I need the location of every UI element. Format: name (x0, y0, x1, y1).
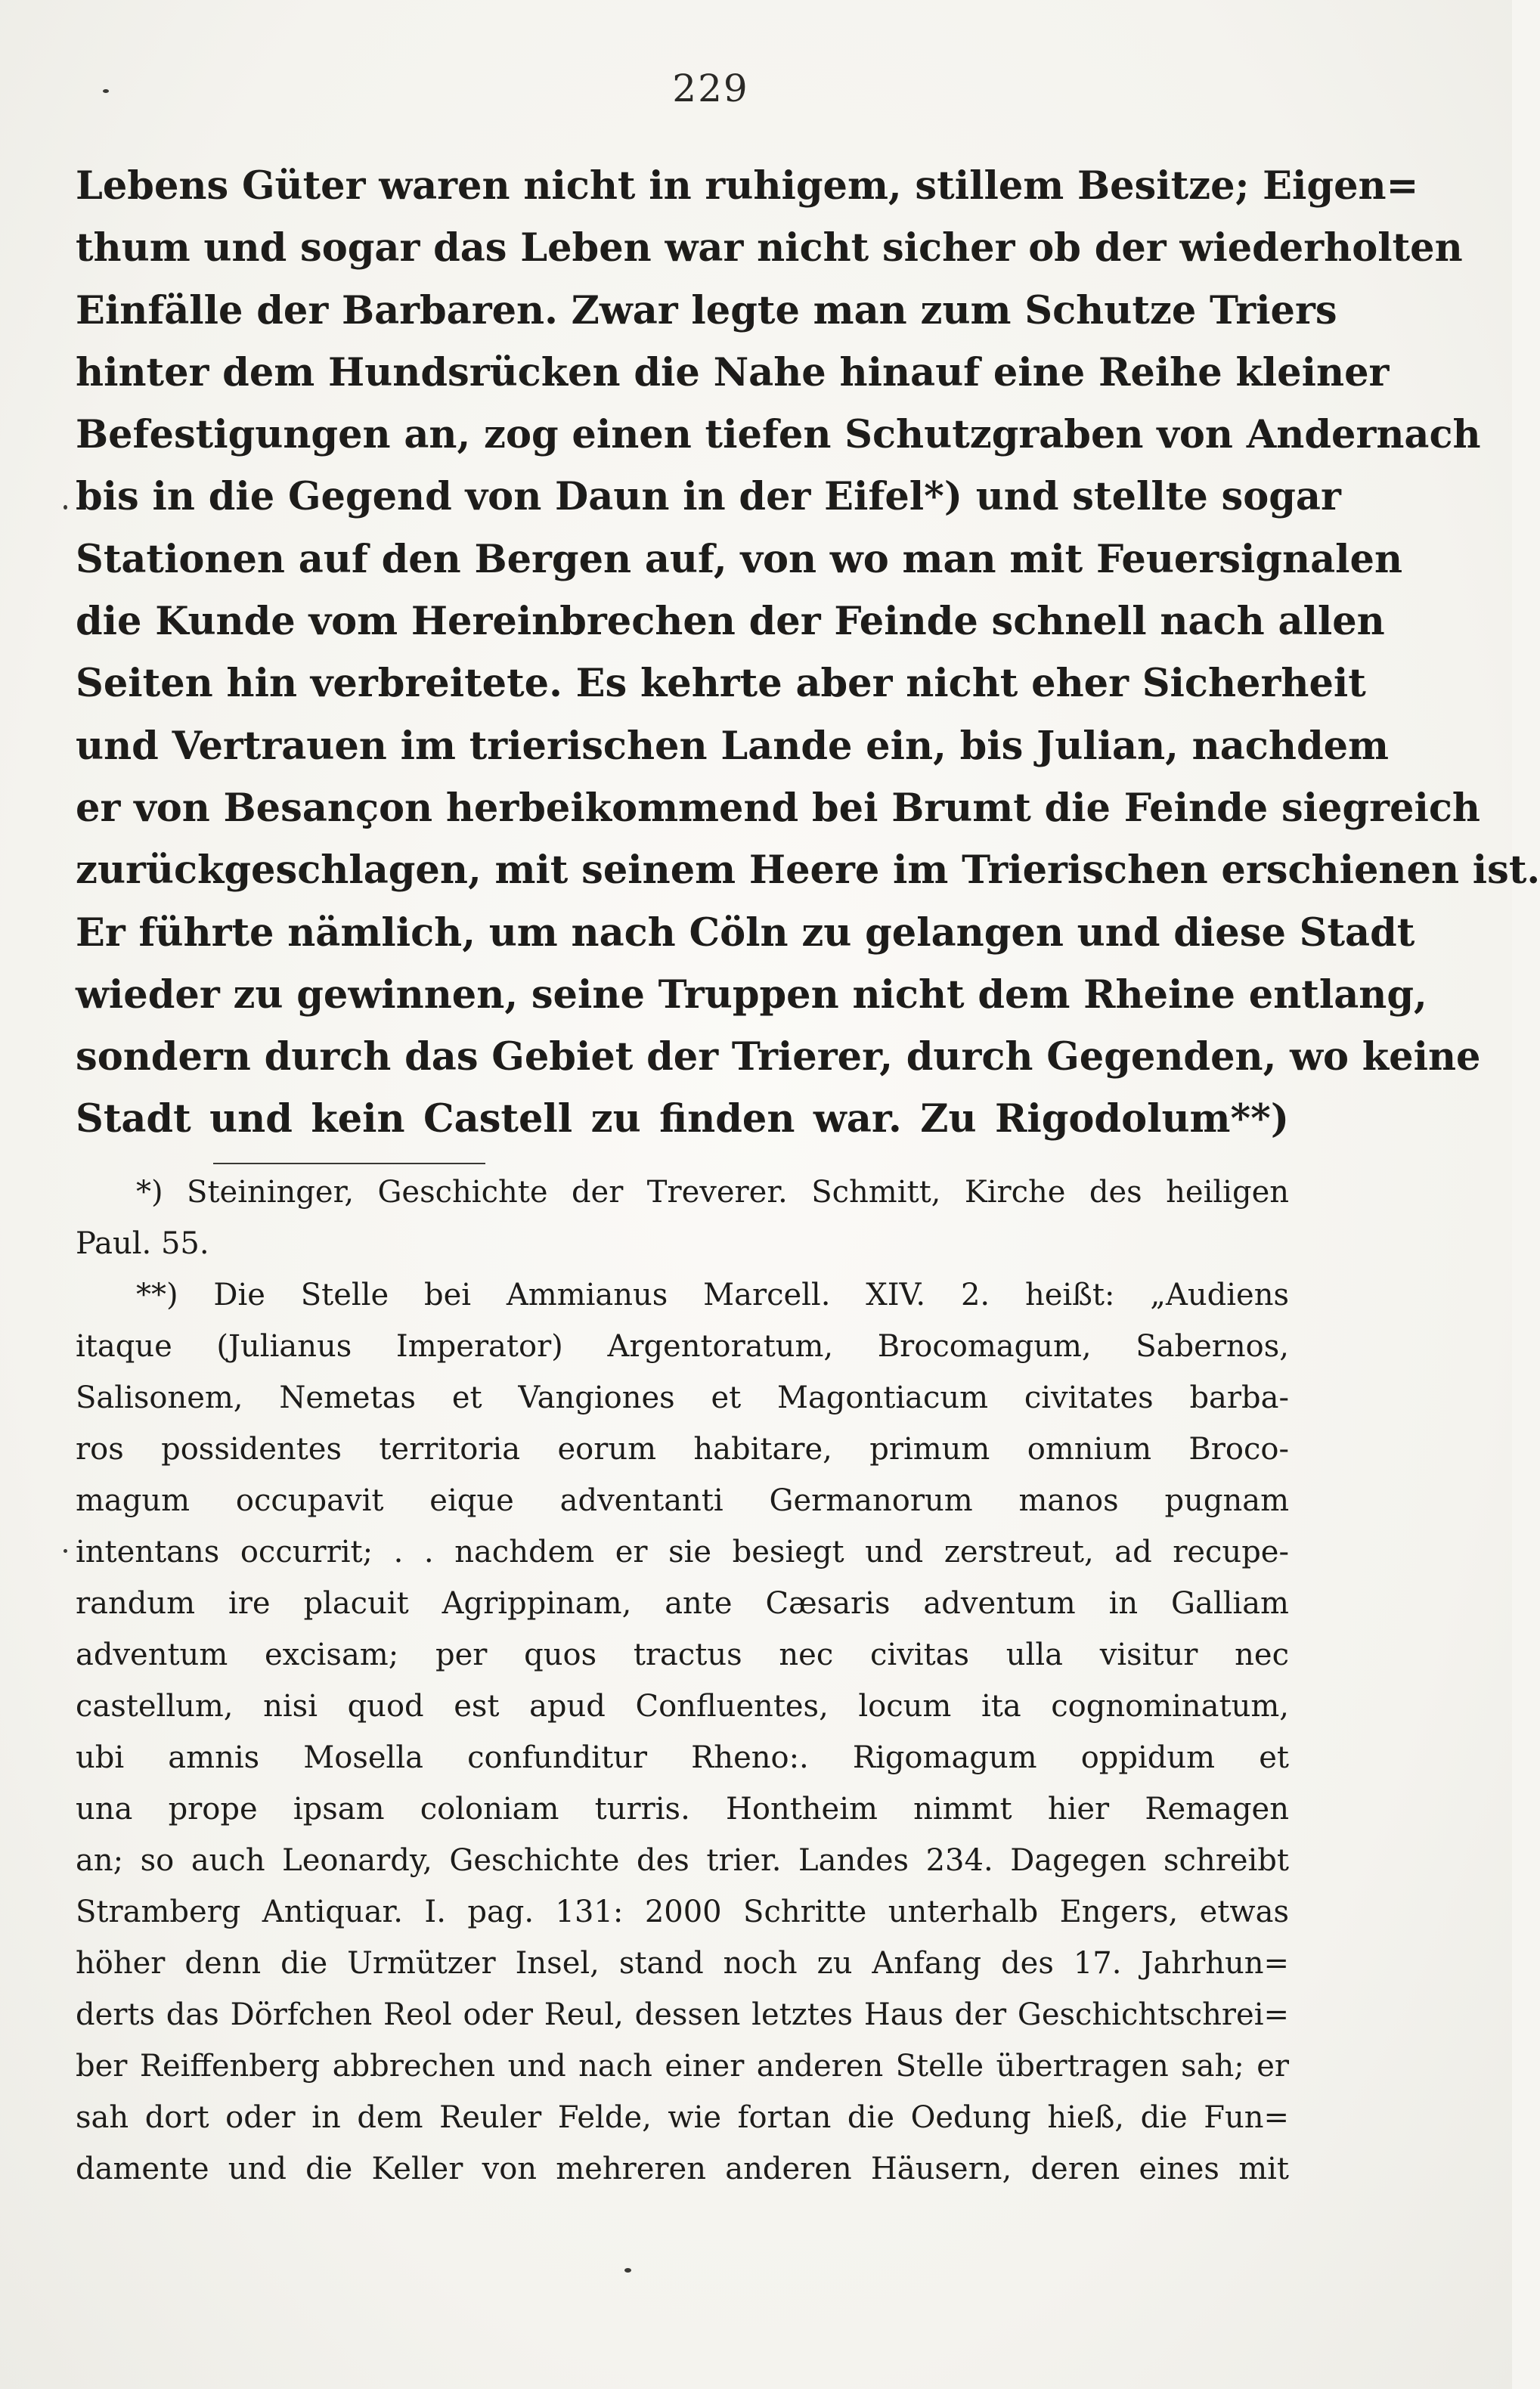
text-line: Einfälle der Barbaren. Zwar legte man zum Schutze Triers (76, 287, 1337, 333)
footnote-line: an; so auch Leonardy, Geschichte des trier. Landes 234. Dagegen schreibt (76, 1843, 1289, 1878)
footnote-line: una prope ipsam coloniam turris. Hontheim nimmt hier Remagen (76, 1792, 1289, 1827)
text-line: bis in die Gegend von Daun in der Eifel*) und stellte sogar (76, 474, 1341, 520)
text-line: und Vertrauen im trierischen Lande ein, bis Julian, nachdem (76, 723, 1390, 769)
footnote-line: ubi amnis Mosella confunditur Rheno:. Rigomagum oppidum et (76, 1740, 1289, 1775)
text-line: sondern durch das Gebiet der Trierer, durch Gegenden, wo keine (76, 1034, 1481, 1080)
footnote-line: höher denn die Urmützer Insel, stand noch zu Anfang des 17. Jahrhun= (76, 1946, 1289, 1981)
text-line: die Kunde vom Hereinbrechen der Feinde schnell nach allen (76, 599, 1385, 645)
text-line: Er führte nämlich, um nach Cöln zu gelangen und diese Stadt (76, 909, 1415, 956)
footnote-line: magum occupavit eique adventanti Germanorum manos pugnam (76, 1483, 1289, 1518)
text-line: thum und sogar das Leben war nicht sicher ob der wiederholten (76, 225, 1463, 271)
text-line: hinter dem Hundsrücken die Nahe hinauf eine Reihe kleiner (76, 349, 1390, 395)
main-text (76, 155, 1540, 1151)
footnote-line: sah dort oder in dem Reuler Felde, wie fortan die Oedung hieß, die Fun= (76, 2100, 1289, 2135)
footnote-line: Salisonem, Nemetas et Vangiones et Magontiacum civitates barba- (76, 1380, 1289, 1415)
footnote-line: Paul. 55. (76, 1226, 209, 1261)
footnote-line: **) Die Stelle bei Ammianus Marcell. XIV. 2. heißt: „Audiens (136, 1278, 1289, 1312)
footnote-line: Stramberg Antiquar. I. pag. 131: 2000 Schritte unterhalb Engers, etwas (76, 1895, 1289, 1929)
text-line: wieder zu gewinnen, seine Truppen nicht dem Rheine entlang, (76, 971, 1427, 1018)
footnote-line: damente und die Keller von mehreren anderen Häusern, deren eines mit (76, 2152, 1289, 2186)
footnote-line: itaque (Julianus Imperator) Argentoratum, Brocomagum, Sabernos, (76, 1329, 1289, 1364)
footnote-line: *) Steininger, Geschichte der Treverer. Schmitt, Kirche des heiligen (136, 1175, 1289, 1210)
paper-speck (64, 1549, 67, 1553)
footnote-line: randum ire placuit Agrippinam, ante Cæsaris adventum in Galliam (76, 1586, 1289, 1621)
text-line: er von Besançon herbeikommend bei Brumt die Feinde siegreich (76, 785, 1480, 831)
footnote-line: adventum excisam; per quos tractus nec civitas ulla visitur nec (76, 1638, 1289, 1672)
text-line: Seiten hin verbreitete. Es kehrte aber nicht eher Sicherheit (76, 661, 1366, 707)
text-line: Lebens Güter waren nicht in ruhigem, stillem Besitze; Eigen= (76, 163, 1419, 209)
text-line: zurückgeschlagen, mit seinem Heere im Trierischen erschienen ist. (76, 847, 1540, 894)
text-line: Stationen auf den Bergen auf, von wo man mit Feuersignalen (76, 536, 1403, 582)
text-line: Stadt und kein Castell zu finden war. Zu Rigodolum**) (76, 1096, 1289, 1142)
footnote-line: ber Reiffenberg abbrechen und nach einer anderen Stelle übertragen sah; er (76, 2049, 1289, 2084)
footnotes (76, 1167, 1289, 2195)
footnote-line: derts das Dörfchen Reol oder Reul, dessen letztes Haus der Geschichtschrei= (76, 1997, 1289, 2032)
paper-speck (103, 89, 109, 93)
footnote-line: intentans occurrit; . . nachdem er sie besiegt und zerstreut, ad recupe- (76, 1535, 1289, 1569)
footnote-line: castellum, nisi quod est apud Confluentes, locum ita cognominatum, (76, 1689, 1289, 1724)
paper-speck (64, 505, 67, 510)
paper-speck (624, 2268, 631, 2273)
text-line: Befestigungen an, zog einen tiefen Schutzgraben von Andernach (76, 412, 1481, 458)
footnote-line: ros possidentes territoria eorum habitare, primum omnium Broco- (76, 1432, 1289, 1467)
page-number: 229 (672, 67, 749, 110)
footnote-divider (213, 1163, 485, 1164)
